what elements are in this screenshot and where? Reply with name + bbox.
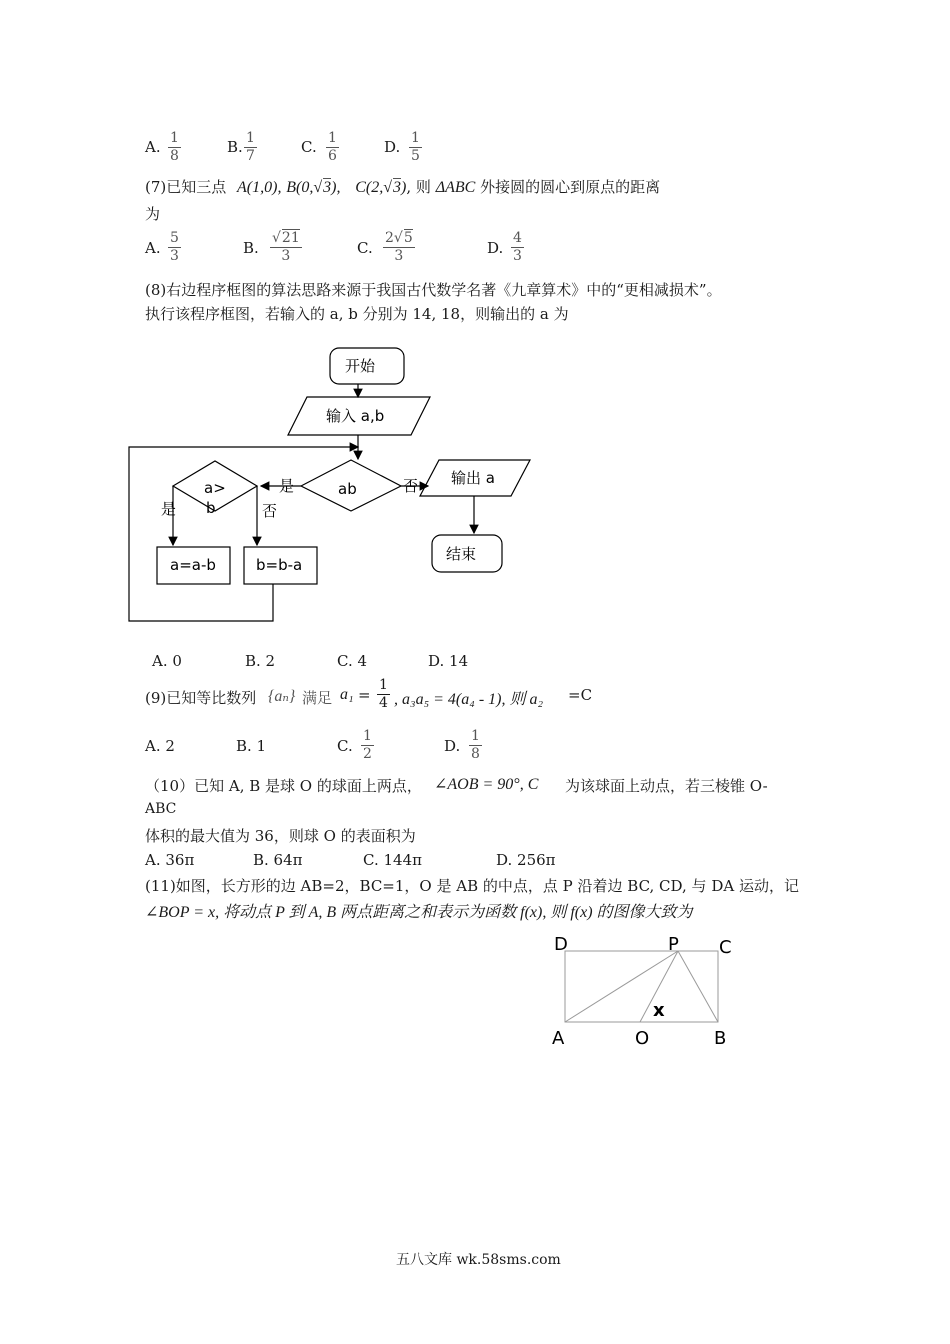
q11-line1: (11)如图，长方形的边 AB=2，BC=1，O 是 AB 的中点，点 P 沿着边 BC, CD, 与 DA 运动，记 bbox=[145, 877, 799, 895]
denominator: 3 bbox=[281, 248, 291, 264]
q7-option-a-label: A. bbox=[145, 239, 161, 257]
numerator: 4 bbox=[513, 230, 522, 246]
q9-fraction bbox=[377, 677, 390, 712]
q7-triangle: ΔABC bbox=[435, 179, 476, 196]
denominator: 3 bbox=[513, 248, 522, 264]
q10-prefix: （10）已知 A, B 是球 O 的球面上两点， bbox=[145, 777, 422, 795]
q9-eq: = bbox=[358, 686, 371, 704]
q9-prefix: (9)已知等比数列 bbox=[145, 689, 257, 707]
q9-option-d-fraction bbox=[469, 728, 482, 763]
q9-option-d-label: D. bbox=[444, 737, 461, 755]
q9-option-b: B. 1 bbox=[236, 737, 267, 755]
flow-output-text: 输出 a bbox=[451, 469, 495, 487]
label-a: A bbox=[552, 1028, 565, 1049]
label-p: P bbox=[668, 934, 679, 955]
q7-point-a: A(1,0), bbox=[237, 179, 282, 196]
q7-option-c-label: C. bbox=[357, 239, 373, 257]
q7-point-c: C(2, bbox=[355, 179, 384, 196]
label-o: O bbox=[635, 1028, 650, 1049]
flow-condition-gt-text-1: a> bbox=[204, 479, 226, 497]
q10-option-a: A. 36π bbox=[145, 851, 195, 869]
q7-prefix: (7)已知三点 bbox=[145, 178, 227, 196]
q10-option-d: D. 256π bbox=[496, 851, 556, 869]
q8-option-b: B. 2 bbox=[245, 652, 276, 670]
q9-mid: 满足 bbox=[302, 689, 333, 707]
q7-point-b-radicand: 3 bbox=[323, 179, 332, 196]
flow-condition-main-text: ab bbox=[338, 480, 357, 498]
q7-point-b-end: ), bbox=[331, 179, 341, 196]
q11-line2: ∠BOP = x, 将动点 P 到 A, B 两点距离之和表示为函数 f(x), 则 f(x) 的图像大致为 bbox=[145, 904, 693, 921]
q10-line2: ABC bbox=[145, 801, 177, 817]
radicand: 5 bbox=[403, 230, 413, 246]
q10-suffix: 为该球面上动点，若三棱锥 O- bbox=[565, 777, 768, 795]
label-x: x bbox=[653, 1000, 665, 1021]
q10-option-b: B. 64π bbox=[253, 851, 303, 869]
flow-no-right-label: 否 bbox=[403, 477, 419, 495]
sqrt-symbol: √ bbox=[313, 179, 323, 196]
q9-answer: =C bbox=[568, 686, 593, 704]
denominator: 8 bbox=[170, 148, 179, 164]
label-b: B bbox=[714, 1028, 727, 1049]
q7-option-d-label: D. bbox=[487, 239, 504, 257]
label-c: C bbox=[719, 937, 732, 958]
q7-point-c-end: ) bbox=[401, 179, 407, 196]
q6-option-a-label: A. bbox=[145, 138, 161, 156]
flow-no-down-label: 否 bbox=[262, 502, 278, 520]
q8-option-c: C. 4 bbox=[337, 652, 368, 670]
q9-rest: , a₃a₅ = 4(a₄ - 1), 则 a₂ bbox=[394, 691, 544, 708]
q9-sequence: {aₙ} bbox=[268, 688, 296, 705]
flow-loop-line bbox=[129, 447, 358, 621]
label-d: D bbox=[554, 934, 568, 955]
sqrt-symbol: √ bbox=[383, 179, 393, 196]
coefficient: 2 bbox=[385, 230, 394, 246]
numerator: 1 bbox=[246, 130, 255, 146]
q9-option-c-fraction bbox=[361, 728, 374, 763]
flow-assign-a-text: a=a-b bbox=[170, 556, 216, 574]
numerator: 1 bbox=[379, 677, 388, 693]
denominator: 5 bbox=[411, 148, 420, 164]
flow-input-text: 输入 a,b bbox=[326, 407, 385, 425]
q6-option-d-label: D. bbox=[384, 138, 401, 156]
numerator: √21 bbox=[272, 230, 300, 246]
radicand: 21 bbox=[281, 230, 300, 246]
q6-option-c-label: C. bbox=[301, 138, 317, 156]
q8-flowchart bbox=[0, 0, 950, 640]
flow-start-text: 开始 bbox=[345, 357, 376, 375]
q11-rectangle-figure bbox=[540, 925, 760, 1055]
q7-option-b-label: B. bbox=[243, 239, 259, 257]
q8-stem-line2: 执行该程序框图，若输入的 a, b 分别为 14, 18，则输出的 a 为 bbox=[145, 305, 569, 323]
q10-option-c: C. 144π bbox=[363, 851, 422, 869]
denominator: 7 bbox=[246, 148, 255, 164]
denominator: 4 bbox=[379, 695, 388, 711]
denominator: 2 bbox=[363, 746, 372, 762]
numerator: 2√5 bbox=[385, 230, 413, 246]
denominator: 3 bbox=[394, 248, 404, 264]
numerator: 1 bbox=[471, 728, 480, 744]
flow-yes-down-label: 是 bbox=[161, 500, 177, 518]
footer-watermark: 五八文库 wk.58sms.com bbox=[396, 1252, 561, 1268]
numerator: 1 bbox=[411, 130, 420, 146]
q6-option-b-label: B. bbox=[227, 138, 243, 156]
q10-line3: 体积的最大值为 36，则球 O 的表面积为 bbox=[145, 827, 416, 845]
segment-pb bbox=[678, 951, 718, 1022]
q10-angle: ∠AOB = 90°, C bbox=[434, 776, 539, 793]
denominator: 6 bbox=[328, 148, 337, 164]
q7-stem-line2: 为 bbox=[145, 205, 161, 223]
flow-yes-left-label: 是 bbox=[279, 477, 295, 495]
rectangle-abcd bbox=[565, 951, 718, 1022]
q7-suffix: 外接圆的圆心到原点的距离 bbox=[480, 178, 661, 196]
denominator: 8 bbox=[471, 746, 480, 762]
numerator: 1 bbox=[328, 130, 337, 146]
q7-point-b: B(0, bbox=[286, 179, 314, 196]
q9-option-a: A. 2 bbox=[145, 737, 175, 755]
q8-stem-line1: (8)右边程序框图的算法思路来源于我国古代数学名著《九章算术》中的“更相减损术”。 bbox=[145, 281, 722, 299]
flow-condition-gt-text-2: b bbox=[206, 499, 216, 517]
q9-option-c-label: C. bbox=[337, 737, 353, 755]
numerator: 1 bbox=[170, 130, 179, 146]
numerator: 5 bbox=[170, 230, 179, 246]
denominator: 3 bbox=[170, 248, 179, 264]
q7-point-c-radicand: 3 bbox=[393, 179, 402, 196]
numerator: 1 bbox=[363, 728, 372, 744]
q7-mid: , 则 bbox=[406, 178, 431, 196]
q9-a1: a₁ bbox=[340, 686, 354, 703]
flow-assign-b-text: b=b-a bbox=[256, 556, 303, 574]
q8-option-a: A. 0 bbox=[152, 652, 182, 670]
flow-end-text: 结束 bbox=[446, 545, 477, 563]
q8-option-d: D. 14 bbox=[428, 652, 469, 670]
